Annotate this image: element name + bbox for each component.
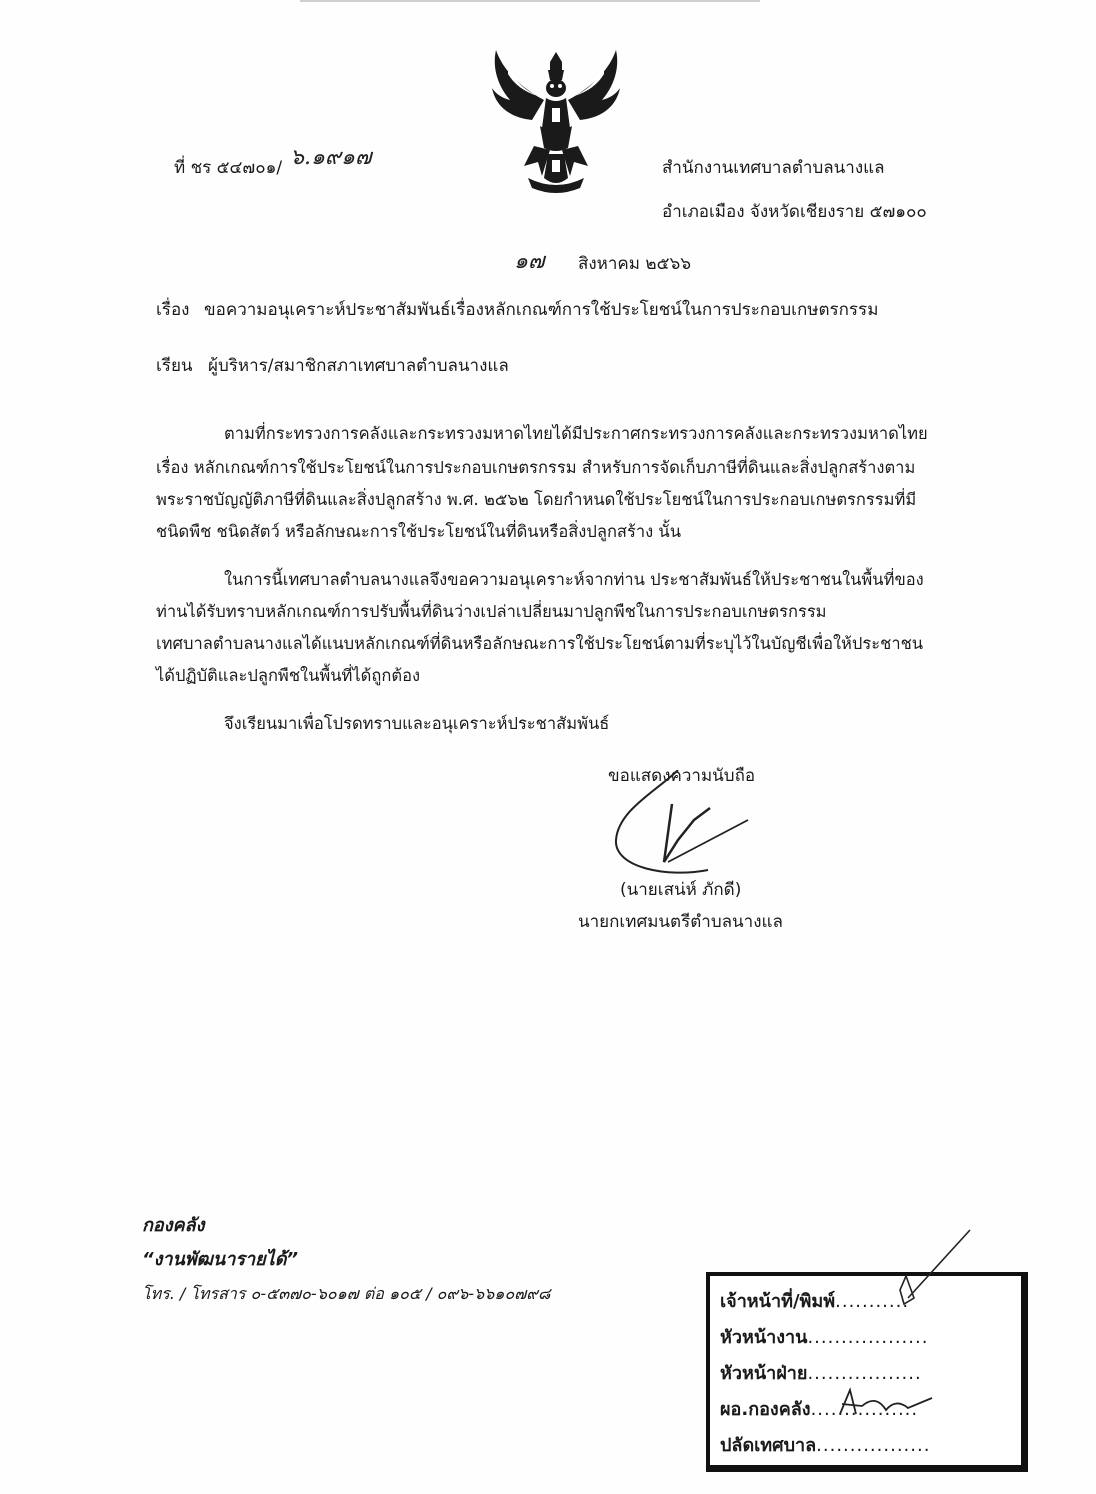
signer-title: นายกเทศมนตรีตำบลนางแล	[578, 912, 783, 932]
footer-contact: โทร. / โทรสาร ๐-๕๓๗๐-๖๐๑๗ ต่อ ๑๐๕ / ๐๙๖-๖๖๑๐๗๙๘	[142, 1284, 551, 1303]
subject-label: เรื่อง	[156, 300, 190, 320]
stamp-row-dots: ................	[810, 1399, 919, 1420]
stamp-row-dots: ..................	[807, 1327, 929, 1348]
footer-section: “งานพัฒนารายได้”	[142, 1249, 298, 1270]
paragraph-2-line: เทศบาลตำบลนางแลได้แนบหลักเกณฑ์ที่ดินหรือลักษณะการใช้ประโยชน์ตามที่ระบุไว้ในบัญชีเพื่อให้ประชาชน	[156, 634, 924, 653]
stamp-row-label: ผอ.กองคลัง	[720, 1399, 811, 1420]
stamp-row-dots: ...........	[835, 1291, 910, 1312]
stamp-row-label: ปลัดเทศบาล	[720, 1435, 817, 1456]
initial-mark-icon	[836, 1384, 936, 1424]
document-number-prefix: ที่ ชร ๕๔๗๐๑/	[174, 158, 283, 178]
paragraph-1-line: เรื่อง หลักเกณฑ์การใช้ประโยชน์ในการประกอบเกษตรกรรม สำหรับการจัดเก็บภาษีที่ดินและสิ่งปลูกสร้างตาม	[156, 458, 916, 477]
subject-text: ขอความอนุเคราะห์ประชาสัมพันธ์เรื่องหลักเกณฑ์การใช้ประโยชน์ในการประกอบเกษตรกรรม	[204, 300, 879, 320]
signature-icon	[598, 770, 768, 880]
paragraph-2-line: ท่านได้รับทราบหลักเกณฑ์การปรับพื้นที่ดินว่างเปล่าเปลี่ยนมาปลูกพืชในการประกอบเกษตรกรรม	[156, 602, 827, 621]
stamp-row-label: หัวหน้างาน	[720, 1327, 808, 1348]
paragraph-1-line: ตามที่กระทรวงการคลังและกระทรวงมหาดไทยได้มีประกาศกระทรวงการคลังและกระทรวงมหาดไทย	[224, 424, 928, 443]
paragraph-2-line: ได้ปฏิบัติและปลูกพืชในพื้นที่ได้ถูกต้อง	[156, 666, 421, 685]
closing-regards: ขอแสดงความนับถือ	[608, 766, 756, 786]
stamp-row-dots: .................	[816, 1435, 931, 1456]
scan-edge-line	[300, 0, 760, 2]
paragraph-2-line: ในการนี้เทศบาลตำบลนางแลจึงขอความอนุเคราะห์จากท่าน ประชาสัมพันธ์ให้ประชาชนในพื้นที่ของ	[224, 570, 924, 589]
paragraph-3: จึงเรียนมาเพื่อโปรดทราบและอนุเคราะห์ประชาสัมพันธ์	[224, 714, 610, 733]
footer-division: กองคลัง	[142, 1215, 205, 1236]
stamp-row-label: เจ้าหน้าที่/พิมพ์	[720, 1291, 836, 1312]
stamp-row-dots: .................	[807, 1363, 922, 1384]
date-day-handwritten: ๑๗	[514, 249, 545, 274]
office-name: สำนักงานเทศบาลตำบลนางแล	[662, 158, 885, 178]
stamp-row	[720, 1434, 930, 1458]
stamp-row	[720, 1326, 928, 1350]
paragraph-1-line: พระราชบัญญัติภาษีที่ดินและสิ่งปลูกสร้าง พ.ศ. ๒๕๖๒ โดยกำหนดใช้ประโยชน์ในการประกอบเกษตรกรรมที่มี	[156, 490, 917, 509]
paragraph-1-line: ชนิดพืช ชนิดสัตว์ หรือลักษณะการใช้ประโยชน์ในที่ดินหรือสิ่งปลูกสร้าง นั้น	[156, 522, 681, 541]
signer-name: (นายเสน่ห์ ภักดี)	[620, 880, 742, 900]
stamp-row	[720, 1290, 909, 1314]
office-address: อำเภอเมือง จังหวัดเชียงราย ๕๗๑๐๐	[662, 202, 927, 222]
recipient-text: ผู้บริหาร/สมาชิกสภาเทศบาลตำบลนางแล	[208, 356, 509, 376]
recipient-label: เรียน	[156, 356, 193, 376]
date-month-year: สิงหาคม ๒๕๖๖	[578, 254, 692, 274]
stamp-row	[720, 1362, 922, 1386]
initial-mark-icon	[884, 1228, 984, 1318]
document-number-handwritten: ๖.๑๙๑๗	[290, 145, 372, 170]
garuda-emblem-icon	[488, 46, 624, 196]
stamp-row-label: หัวหน้าฝ่าย	[720, 1363, 808, 1384]
